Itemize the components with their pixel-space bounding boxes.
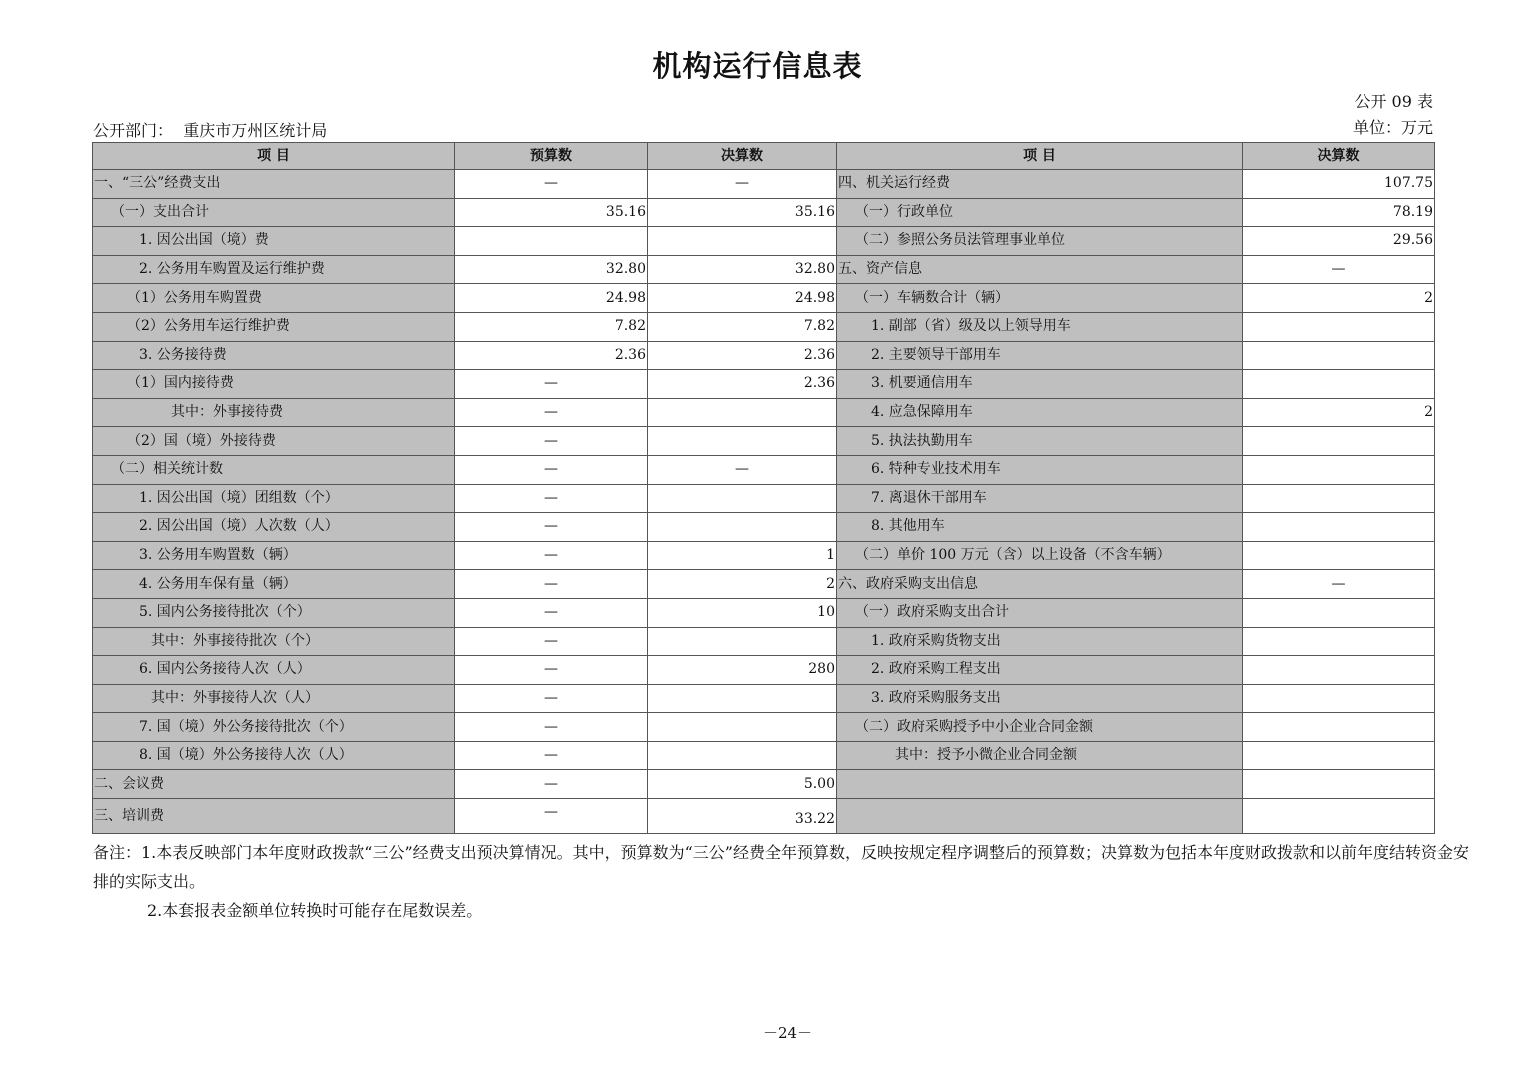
right-final-cell [1243,312,1435,341]
right-row-label: （一）行政单位 [837,198,1243,227]
right-row-label: 2. 政府采购工程支出 [837,656,1243,685]
right-final-cell [1243,627,1435,656]
budget-cell: — [455,455,648,484]
budget-cell: — [455,684,648,713]
final-cell: 2 [648,570,837,599]
final-cell: 2.36 [648,370,837,399]
final-cell [648,741,837,770]
right-final-cell: — [1243,255,1435,284]
header-row [93,143,1435,170]
table-row [93,713,1435,742]
final-cell [648,227,837,256]
row-label: （1）国内接待费 [93,370,455,399]
budget-cell: 2.36 [455,341,648,370]
right-final-cell [1243,427,1435,456]
right-final-cell [1243,656,1435,685]
notes [93,838,1483,925]
budget-cell: — [455,398,648,427]
table-row [93,312,1435,341]
department-line [93,118,327,141]
right-row-label: 六、政府采购支出信息 [837,570,1243,599]
budget-cell: 7.82 [455,312,648,341]
row-label: 2. 因公出国（境）人次数（人） [93,513,455,542]
table-row [93,370,1435,399]
final-cell: — [648,455,837,484]
right-row-label: 4. 应急保障用车 [837,398,1243,427]
right-final-cell: 2 [1243,284,1435,313]
right-row-label: （二）政府采购授予中小企业合同金额 [837,713,1243,742]
header-final-right: 决算数 [1243,143,1435,170]
report-table [92,142,1435,834]
row-label: 2. 公务用车购置及运行维护费 [93,255,455,284]
right-final-cell [1243,741,1435,770]
table-row [93,656,1435,685]
right-row-label [837,799,1243,834]
final-cell [648,398,837,427]
table-row [93,284,1435,313]
table-row [93,684,1435,713]
budget-cell: — [455,427,648,456]
right-final-cell [1243,684,1435,713]
row-label: 1. 因公出国（境）团组数（个） [93,484,455,513]
right-final-cell [1243,799,1435,834]
right-final-cell [1243,370,1435,399]
budget-cell: — [455,598,648,627]
budget-cell: 32.80 [455,255,648,284]
budget-cell: — [455,170,648,199]
final-cell: 280 [648,656,837,685]
final-cell: 7.82 [648,312,837,341]
row-label: 其中：外事接待批次（个） [93,627,455,656]
table-row [93,341,1435,370]
right-row-label: （一）政府采购支出合计 [837,598,1243,627]
final-cell: 32.80 [648,255,837,284]
table-row [93,598,1435,627]
table-row [93,770,1435,799]
row-label: 7. 国（境）外公务接待批次（个） [93,713,455,742]
table-number: 公开 09 表 [1354,92,1433,111]
right-final-cell [1243,341,1435,370]
row-label: （二）相关统计数 [93,455,455,484]
final-cell: 2.36 [648,341,837,370]
row-label: （2）公务用车运行维护费 [93,312,455,341]
page-title: 机构运行信息表 [652,49,863,83]
right-row-label: （一）车辆数合计（辆） [837,284,1243,313]
budget-cell: 35.16 [455,198,648,227]
right-row-label: 2. 主要领导干部用车 [837,341,1243,370]
budget-cell [455,227,648,256]
right-row-label: 四、机关运行经费 [837,170,1243,199]
budget-cell: — [455,570,648,599]
final-cell: 35.16 [648,198,837,227]
row-label: 其中：外事接待人次（人） [93,684,455,713]
final-cell: 10 [648,598,837,627]
right-final-cell [1243,713,1435,742]
table-row [93,741,1435,770]
right-final-cell [1243,598,1435,627]
right-row-label: 1. 政府采购货物支出 [837,627,1243,656]
table-row [93,427,1435,456]
department-label: 公开部门： [93,121,174,140]
right-final-cell: 107.75 [1243,170,1435,199]
right-row-label: （二）单价 100 万元（含）以上设备（不含车辆） [837,541,1243,570]
right-final-cell [1243,770,1435,799]
header-budget: 预算数 [455,143,648,170]
final-cell: 33.22 [648,799,837,834]
budget-cell: — [455,627,648,656]
row-label: 二、会议费 [93,770,455,799]
right-final-cell [1243,455,1435,484]
right-final-cell [1243,541,1435,570]
budget-cell: — [455,741,648,770]
page-number: －24－ [762,1024,813,1042]
budget-cell: — [455,484,648,513]
row-label: 4. 公务用车保有量（辆） [93,570,455,599]
note-2: 2.本套报表金额单位转换时可能存在尾数误差。 [147,901,483,920]
final-cell [648,513,837,542]
table-row [93,570,1435,599]
right-row-label: 五、资产信息 [837,255,1243,284]
header-item-right: 项 目 [837,143,1243,170]
right-row-label: （二）参照公务员法管理事业单位 [837,227,1243,256]
table-row [93,398,1435,427]
department-name: 重庆市万州区统计局 [183,121,328,140]
right-row-label: 1. 副部（省）级及以上领导用车 [837,312,1243,341]
row-label: 5. 国内公务接待批次（个） [93,598,455,627]
budget-cell: — [455,541,648,570]
right-row-label: 3. 机要通信用车 [837,370,1243,399]
right-row-label: 8. 其他用车 [837,513,1243,542]
table-row [93,799,1435,834]
budget-cell: — [455,799,648,834]
final-cell: 24.98 [648,284,837,313]
right-row-label: 3. 政府采购服务支出 [837,684,1243,713]
budget-cell: — [455,713,648,742]
row-label: 3. 公务用车购置数（辆） [93,541,455,570]
budget-cell: — [455,370,648,399]
budget-cell: — [455,656,648,685]
table-row [93,627,1435,656]
table-row [93,198,1435,227]
right-row-label [837,770,1243,799]
header-item-left: 项 目 [93,143,455,170]
final-cell [648,427,837,456]
table-row [93,255,1435,284]
budget-cell: — [455,770,648,799]
row-label: 其中：外事接待费 [93,398,455,427]
row-label: 3. 公务接待费 [93,341,455,370]
final-cell [648,684,837,713]
right-final-cell: — [1243,570,1435,599]
budget-cell: — [455,513,648,542]
row-label: （1）公务用车购置费 [93,284,455,313]
right-final-cell: 29.56 [1243,227,1435,256]
row-label: 1. 因公出国（境）费 [93,227,455,256]
header-final: 决算数 [648,143,837,170]
final-cell: 5.00 [648,770,837,799]
right-row-label: 6. 特种专业技术用车 [837,455,1243,484]
right-final-cell: 78.19 [1243,198,1435,227]
right-final-cell: 2 [1243,398,1435,427]
final-cell: — [648,170,837,199]
final-cell [648,713,837,742]
final-cell [648,627,837,656]
row-label: （2）国（境）外接待费 [93,427,455,456]
table-row [93,170,1435,199]
unit-label: 单位：万元 [1352,118,1433,137]
row-label: 6. 国内公务接待人次（人） [93,656,455,685]
right-final-cell [1243,513,1435,542]
note-1: 备注：1.本表反映部门本年度财政拨款“三公”经费支出预决算情况。其中，预算数为“三公”经费全年预算数，反映按规定程序调整后的预算数；决算数为包括本年度财政拨款和以前年度结转资金安排的实际支出。 [93,843,1469,891]
row-label: 一、“三公”经费支出 [93,170,455,199]
right-row-label: 7. 离退休干部用车 [837,484,1243,513]
table-row [93,541,1435,570]
table-row [93,455,1435,484]
table-row [93,513,1435,542]
right-final-cell [1243,484,1435,513]
table-row [93,227,1435,256]
final-cell [648,484,837,513]
final-cell: 1 [648,541,837,570]
row-label: 8. 国（境）外公务接待人次（人） [93,741,455,770]
right-row-label: 5. 执法执勤用车 [837,427,1243,456]
budget-cell: 24.98 [455,284,648,313]
right-row-label: 其中：授予小微企业合同金额 [837,741,1243,770]
table-row [93,484,1435,513]
row-label: （一）支出合计 [93,198,455,227]
row-label: 三、培训费 [93,799,455,834]
